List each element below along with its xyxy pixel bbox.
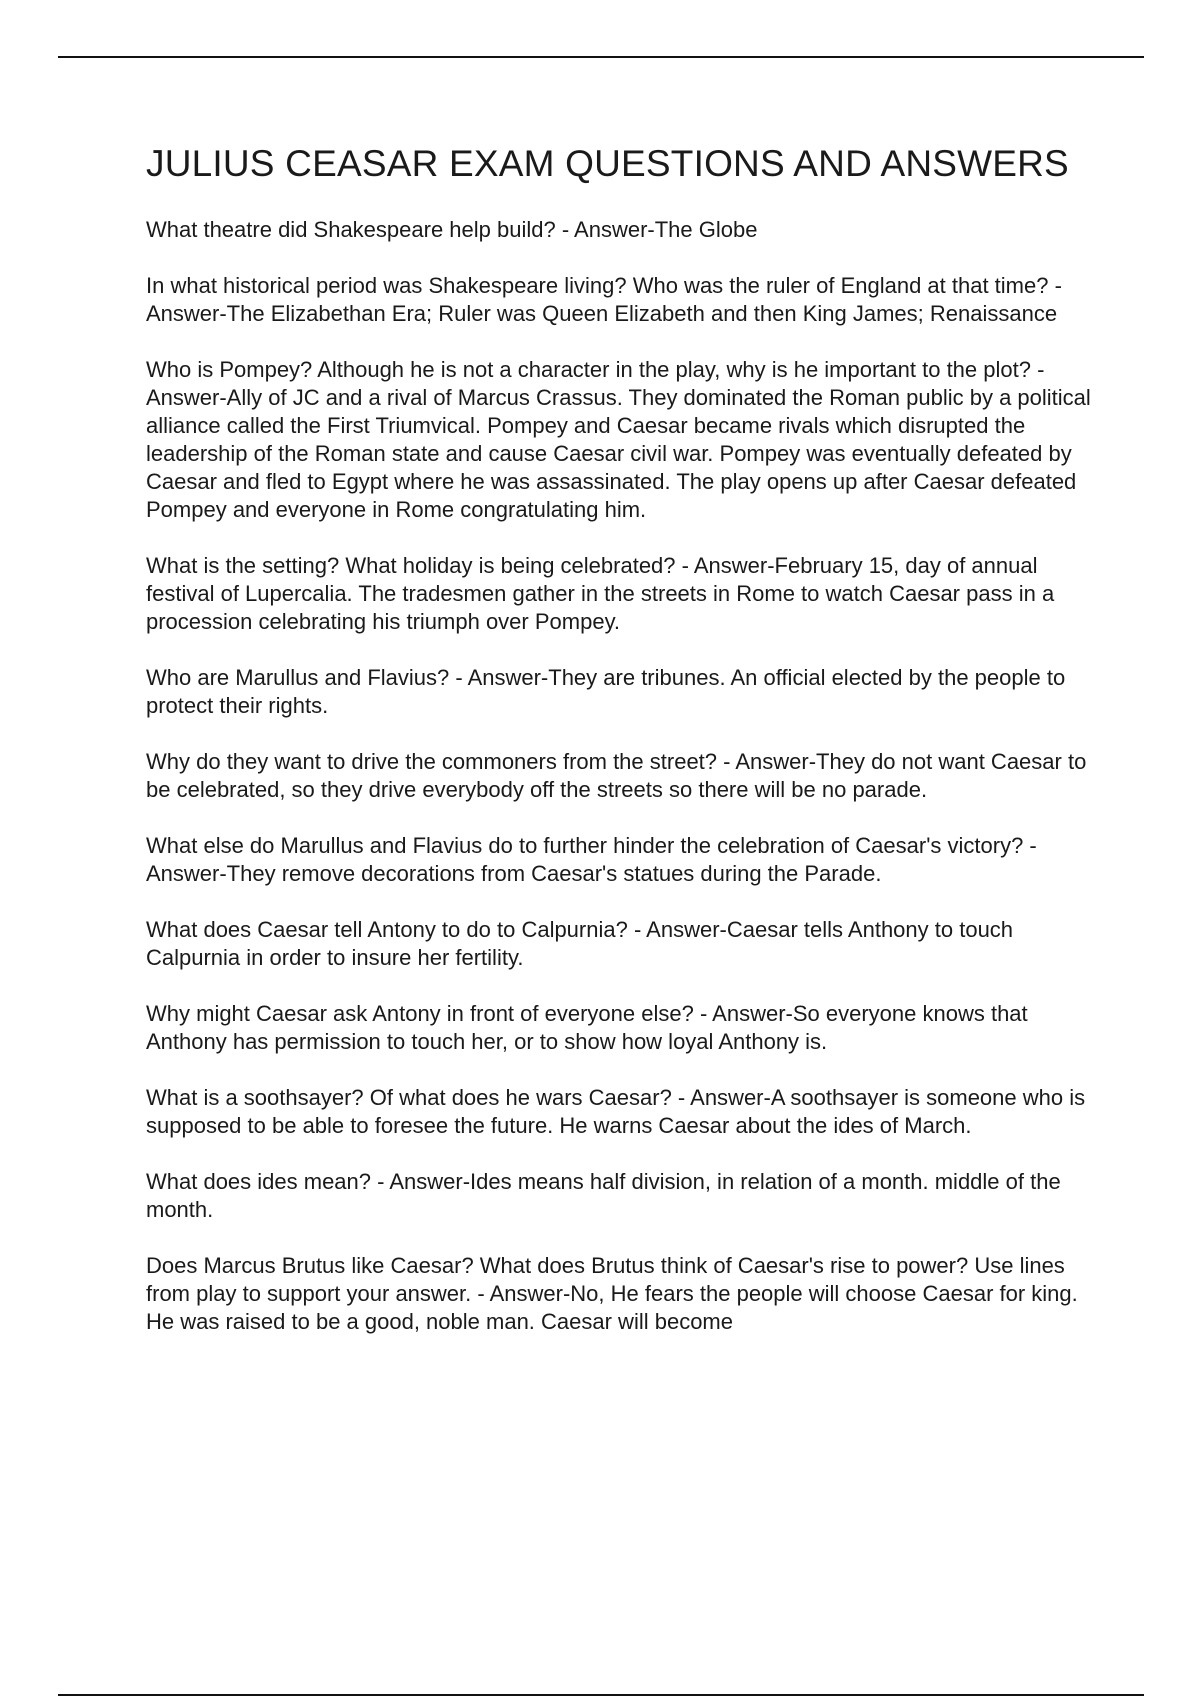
qa-item: What does ides mean? - Answer-Ides means half division, in relation of a month. middle of the month. bbox=[146, 1169, 1061, 1222]
qa-list bbox=[146, 216, 1096, 1336]
qa-item: Why do they want to drive the commoners from the street? - Answer-They do not want Caesar to be celebrated, so they drive everybody off the streets so there will be no parade. bbox=[146, 749, 1087, 802]
qa-item: What is the setting? What holiday is being celebrated? - Answer-February 15, day of annual festival of Lupercalia. The tradesmen gather in the streets in Rome to watch Caesar pass in a procession celebrating his triumph over Pompey. bbox=[146, 553, 1055, 634]
qa-item: What else do Marullus and Flavius do to further hinder the celebration of Caesar's victory? - Answer-They remove decorations from Caesar's statues during the Parade. bbox=[146, 833, 1037, 886]
bottom-rule bbox=[58, 1694, 1144, 1696]
qa-item: Why might Caesar ask Antony in front of everyone else? - Answer-So everyone knows that Anthony has permission to touch her, or to show how loyal Anthony is. bbox=[146, 1001, 1028, 1054]
qa-item: In what historical period was Shakespeare living? Who was the ruler of England at that time? - Answer-The Elizabethan Era; Ruler was Queen Elizabeth and then King James; Renaissance bbox=[146, 273, 1062, 326]
qa-item: What is a soothsayer? Of what does he wars Caesar? - Answer-A soothsayer is someone who is supposed to be able to foresee the future. He warns Caesar about the ides of March. bbox=[146, 1085, 1086, 1138]
page-content bbox=[146, 142, 1096, 1364]
qa-item: Who is Pompey? Although he is not a character in the play, why is he important to the plot? - Answer-Ally of JC and a rival of Marcus Crassus. They dominated the Roman public by a political alliance called the First Triumvical. Pompey and Caesar became rivals which disrupted the leadership of the Roman state and cause Caesar civil war. Pompey was eventually defeated by Caesar and fled to Egypt where he was assassinated. The play opens up after Caesar defeated Pompey and everyone in Rome congratulating him. bbox=[146, 357, 1091, 522]
qa-item: What does Caesar tell Antony to do to Calpurnia? - Answer-Caesar tells Anthony to touch Calpurnia in order to insure her fertility. bbox=[146, 917, 1014, 970]
document-title: JULIUS CEASAR EXAM QUESTIONS AND ANSWERS bbox=[146, 143, 1069, 184]
qa-item: Does Marcus Brutus like Caesar? What does Brutus think of Caesar's rise to power? Use lines from play to support your answer. - Answer-No, He fears the people will choose Caesar for king. He was raised to be a good, noble man. Caesar will become bbox=[146, 1253, 1078, 1334]
qa-item: Who are Marullus and Flavius? - Answer-They are tribunes. An official elected by the people to protect their rights. bbox=[146, 665, 1066, 718]
top-rule bbox=[58, 56, 1144, 58]
qa-item: What theatre did Shakespeare help build? - Answer-The Globe bbox=[146, 217, 758, 242]
